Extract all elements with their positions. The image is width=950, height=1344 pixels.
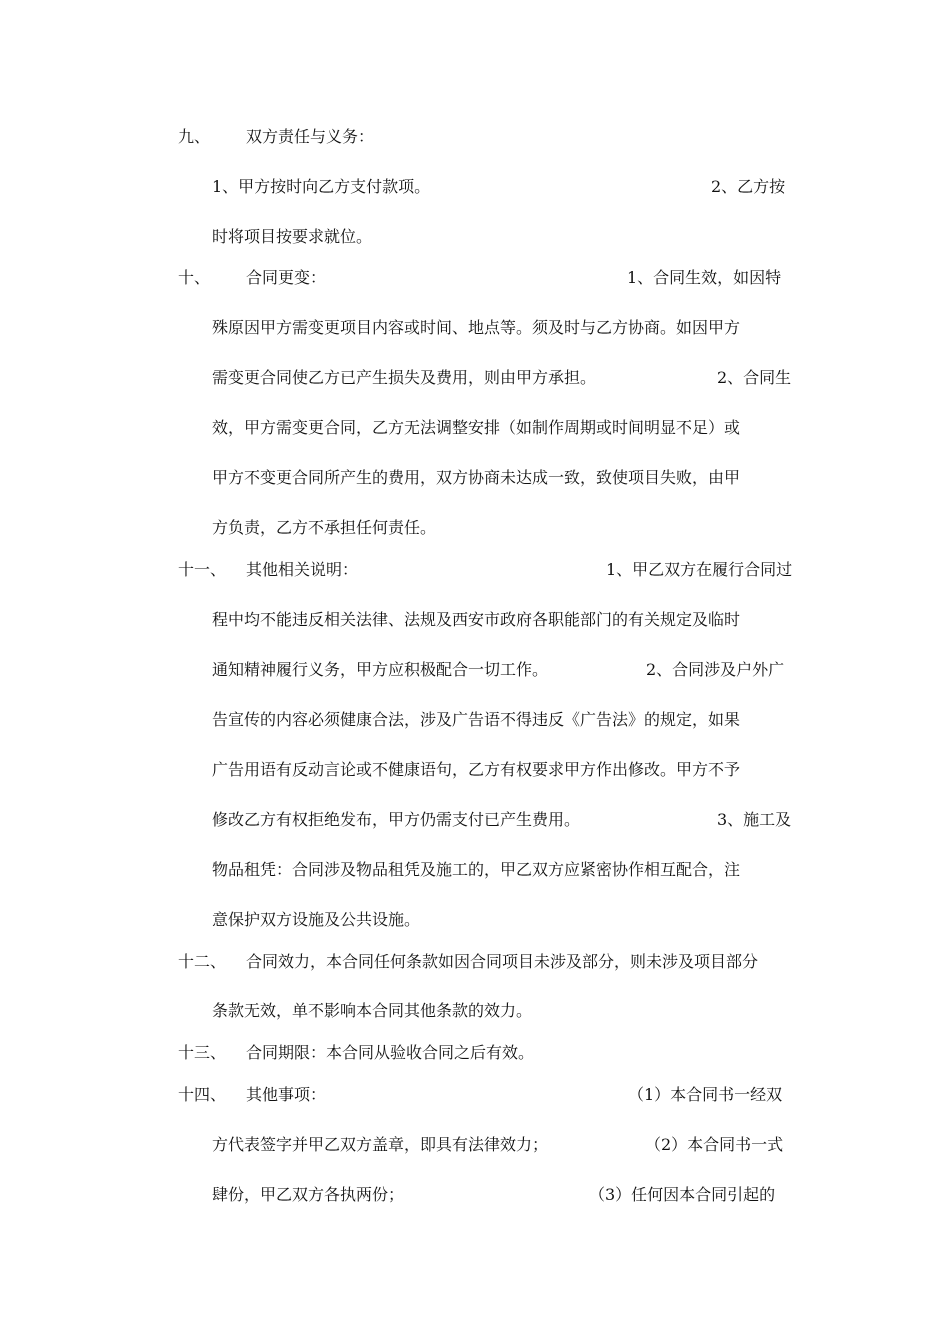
clause-text: 殊原因甲方需变更项目内容或时间、地点等。须及时与乙方协商。如因甲方 <box>212 318 741 337</box>
clause-text: （2）本合同书一式 <box>645 1135 784 1154</box>
clause-text: 肆份，甲乙双方各执两份； <box>212 1185 405 1204</box>
clause-text: 效，甲方需变更合同，乙方无法调整安排（如制作周期或时间明显不足）或 <box>212 418 741 437</box>
clause-text: 甲方不变更合同所产生的费用，双方协商未达成一致，致使项目失败，由甲 <box>212 468 741 487</box>
section-heading: 其他事项： <box>246 1085 327 1104</box>
section-heading: 其他相关说明： <box>246 560 359 579</box>
clause-text: 通知精神履行义务，甲方应积极配合一切工作。 <box>212 660 549 679</box>
clause-text: 2、乙方按 <box>711 177 786 196</box>
clause-text: 1、甲方按时向乙方支付款项。 <box>212 177 431 196</box>
clause-text: （3）任何因本合同引起的 <box>589 1185 776 1204</box>
clause-text: 物品租凭：合同涉及物品租凭及施工的，甲乙双方应紧密协作相互配合，注 <box>212 860 741 879</box>
clause-text: 条款无效，单不影响本合同其他条款的效力。 <box>212 1001 533 1020</box>
clause-text: 告宣传的内容必须健康合法，涉及广告语不得违反《广告法》的规定，如果 <box>212 710 741 729</box>
section-heading: 合同期限：本合同从验收合同之后有效。 <box>246 1043 535 1062</box>
clause-text: 3、施工及 <box>717 810 792 829</box>
section-heading: 合同更变： <box>246 268 327 287</box>
section-number: 十、 <box>178 268 211 287</box>
clause-text: 程中均不能违反相关法律、法规及西安市政府各职能部门的有关规定及临时 <box>212 610 741 629</box>
clause-text: 2、合同生 <box>717 368 792 387</box>
clause-text: 修改乙方有权拒绝发布，甲方仍需支付已产生费用。 <box>212 810 581 829</box>
clause-text: 1、甲乙双方在履行合同过 <box>606 560 793 579</box>
section-number: 十二、 <box>178 952 227 971</box>
section-number: 十三、 <box>178 1043 227 1062</box>
clause-text: 意保护双方设施及公共设施。 <box>212 910 421 929</box>
section-number: 十四、 <box>178 1085 227 1104</box>
clause-text: （1）本合同书一经双 <box>628 1085 783 1104</box>
section-heading: 双方责任与义务： <box>246 127 375 146</box>
clause-text: 广告用语有反动言论或不健康语句，乙方有权要求甲方作出修改。甲方不予 <box>212 760 741 779</box>
section-number: 九、 <box>178 127 211 146</box>
clause-text: 需变更合同使乙方已产生损失及费用，则由甲方承担。 <box>212 368 597 387</box>
clause-text: 2、合同涉及户外广 <box>646 660 785 679</box>
clause-text: 时将项目按要求就位。 <box>212 227 373 246</box>
clause-text: 方负责，乙方不承担任何责任。 <box>212 518 437 537</box>
clause-text: 1、合同生效，如因特 <box>627 268 782 287</box>
section-number: 十一、 <box>178 560 227 579</box>
section-heading: 合同效力，本合同任何条款如因合同项目未涉及部分，则未涉及项目部分 <box>246 952 759 971</box>
clause-text: 方代表签字并甲乙双方盖章，即具有法律效力； <box>212 1135 549 1154</box>
